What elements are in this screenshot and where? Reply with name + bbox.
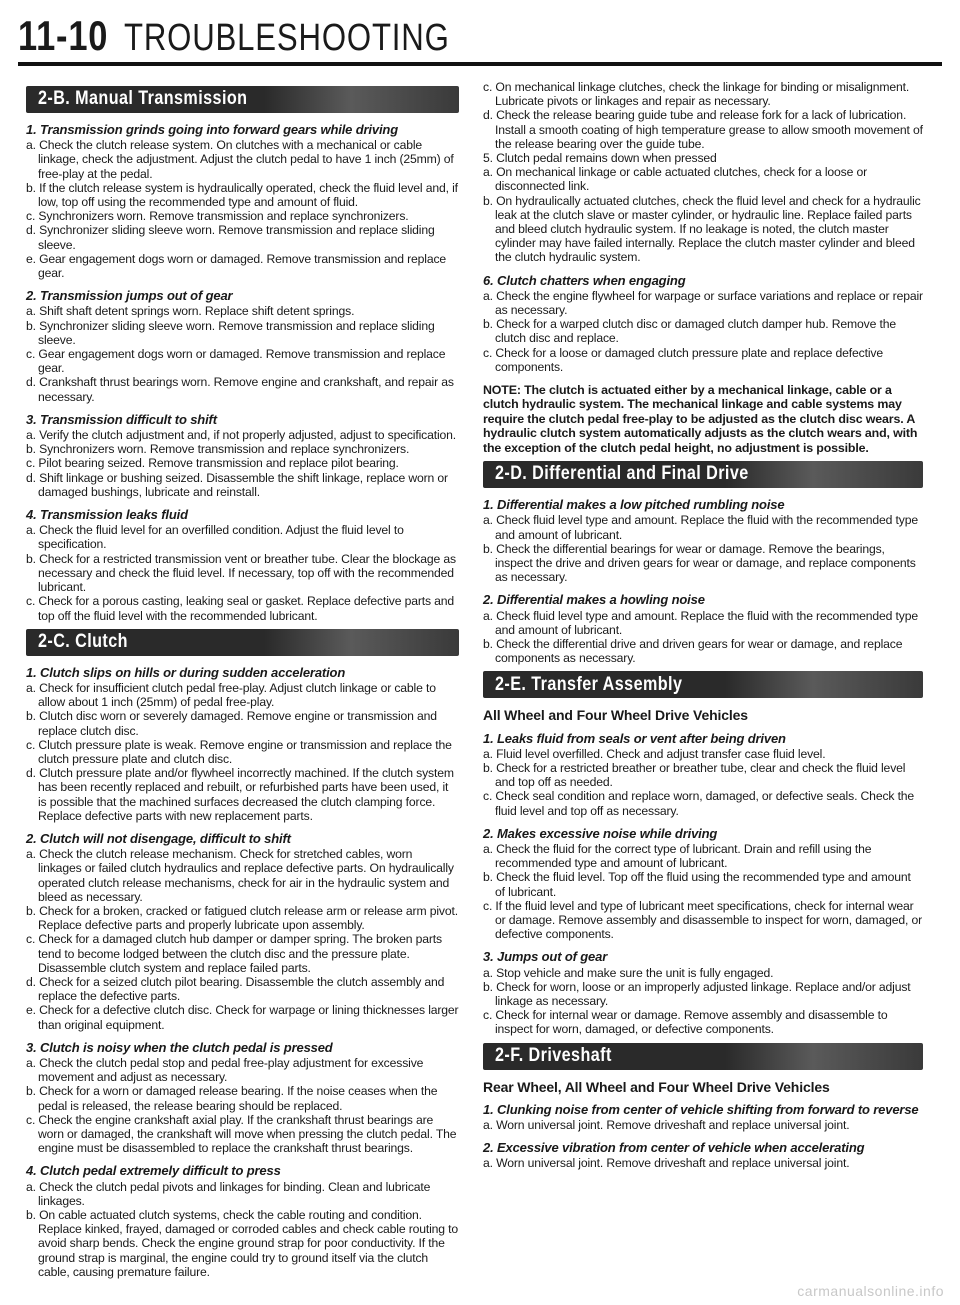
section-banner xyxy=(26,629,459,656)
procedure-step: a. Check the clutch release system. On clutches with a mechanical or cable linkage, check the adjustment. Adjust the clutch pedal to have 1 inch (25mm) of free-play at the pedal. xyxy=(26,138,454,181)
procedure-step: b. On cable actuated clutch systems, check the cable routing and condition. Replace kinked, frayed, damaged or corroded cables and check cable routing to avoid sharp bends. Check the engine ground strap for poor conductivity. If the ground strap is marginal, the engine could try to ground itself via the clutch cable, causing premature failure. xyxy=(26,1208,459,1279)
procedure-step: b. Synchronizers worn. Remove transmission and replace synchronizers. xyxy=(26,442,410,457)
watermark-logo: carmanualsonline.info xyxy=(797,1283,944,1299)
procedure-step: a. Check the clutch release mechanism. Check for stretched cables, worn linkages or failed clutch hydraulics and replace defective parts. On hydraulically operated clutch release mechanisms, check for air in the hydraulic system and bleed as necessary. xyxy=(26,847,454,904)
issue-heading: 2. Makes excessive noise while driving xyxy=(483,825,718,841)
procedure-step: d. Shift linkage or bushing seized. Disassemble the shift linkage, replace worn or damaged bushings, lubricate and reinstall. xyxy=(26,470,448,499)
procedure-step: a. Check the fluid for the correct type of lubricant. Drain and refill using the recommended type and amount of lubricant. xyxy=(483,841,872,871)
note-text: NOTE: The clutch is actuated either by a mechanical linkage, cable or a clutch hydraulic system. The mechanical linkage and cable systems may require the clutch pedal free-play to be adjusted as the clutch disc wears. A hydraulic clutch system automatically adjusts as the clutch wears and, with the exception of the clutch pedal height, no adjustment is possible. xyxy=(483,383,918,455)
procedure-step: b. Check for a warped clutch disc or damaged clutch damper hub. Remove the clutch disc and replace. xyxy=(483,317,896,346)
procedure-step: a. On mechanical linkage or cable actuated clutches, check for a loose or disconnected link. xyxy=(483,165,868,194)
procedure-step: e. Check for a defective clutch disc. Check for warpage or lining thicknesses larger than original equipment. xyxy=(26,1003,459,1032)
left-column xyxy=(26,80,459,1279)
procedure-step: b. Clutch disc worn or severely damaged. Remove engine or transmission and replace clutch disc. xyxy=(26,709,437,738)
section-banner-label: 2-D. Differential and Final Drive xyxy=(495,463,749,485)
procedure-step: b. Check the differential drive and driven gears for wear or damage, and replace components as necessary. xyxy=(483,636,903,666)
procedure-step: d. Synchronizer sliding sleeve worn. Remove transmission and replace sliding sleeve. xyxy=(26,223,435,252)
procedure-step: c. On mechanical linkage clutches, check the linkage for binding or misalignment. Lubricate pivots or linkages and repair as necessary. xyxy=(483,80,910,109)
procedure-step: a. Check the engine flywheel for warpage or surface variations and replace or repair as necessary. xyxy=(483,288,923,318)
procedure-step: a. Worn universal joint. Remove driveshaft and replace universal joint. xyxy=(483,1118,850,1132)
procedure-step: b. Check the differential bearings for wear or damage. Remove the bearings, inspect the drive and driven gears for wear or damage, and replace components as necessary. xyxy=(483,541,916,585)
issue-heading: 3. Clutch is noisy when the clutch pedal is pressed xyxy=(26,1039,333,1055)
page-header xyxy=(18,12,521,60)
section-title: TROUBLESHOOTING xyxy=(124,17,450,59)
procedure-step: a. Verify the clutch adjustment and, if not properly adjusted, adjust to specification. xyxy=(26,428,457,443)
procedure-step: c. Gear engagement dogs worn or damaged. Remove transmission and replace gear. xyxy=(26,347,446,376)
issue-heading: 2. Clutch will not disengage, difficult to shift xyxy=(26,830,291,846)
section-banner xyxy=(483,1043,923,1070)
procedure-step: d. Check for a seized clutch pilot bearing. Disassemble the clutch assembly and replace the defective parts. xyxy=(26,974,445,1004)
procedure-step: a. Check fluid level type and amount. Replace the fluid with the recommended type and amount of lubricant. xyxy=(483,513,918,542)
issue-heading: 1. Clunking noise from center of vehicle shifting from forward to reverse xyxy=(483,1101,919,1117)
issue-heading: 3. Transmission difficult to shift xyxy=(26,411,217,427)
procedure-step: c. Check for a loose or damaged clutch pressure plate and replace defective components. xyxy=(483,345,883,374)
procedure-step: d. Crankshaft thrust bearings worn. Remove engine and crankshaft, and repair as necessary. xyxy=(26,375,454,404)
procedure-step: c. Pilot bearing seized. Remove transmission and replace pilot bearing. xyxy=(26,456,399,471)
section-banner-label: 2-E. Transfer Assembly xyxy=(495,673,683,695)
issue-heading: 3. Jumps out of gear xyxy=(483,949,608,965)
procedure-step: c. Synchronizers worn. Remove transmission and replace synchronizers. xyxy=(26,209,409,224)
procedure-step: b. Check for a broken, cracked or fatigued clutch release arm or release arm pivot. Replace defective parts and properly lubricate upon assembly. xyxy=(26,903,458,933)
procedure-step: b. Check for worn, loose or an improperly adjusted linkage. Replace and/or adjust linkage as necessary. xyxy=(483,979,911,1008)
issue-heading: 1. Leaks fluid from seals or vent after being driven xyxy=(483,730,786,746)
procedure-step: a. Fluid level overfilled. Check and adjust transfer case fluid level. xyxy=(483,746,826,761)
section-banner-label: 2-C. Clutch xyxy=(38,631,128,653)
procedure-step: a. Check the fluid level for an overfilled condition. Adjust the fluid level to specification. xyxy=(26,523,404,552)
procedure-step: b. Synchronizer sliding sleeve worn. Remove transmission and replace sliding sleeve. xyxy=(26,318,435,347)
vehicle-subheading: All Wheel and Four Wheel Drive Vehicles xyxy=(483,707,748,724)
issue-heading: 1. Clutch slips on hills or during sudden acceleration xyxy=(26,664,346,680)
procedure-step: d. Check the release bearing guide tube and release fork for a lack of lubrication. Install a smooth coating of high temperature grease to allow smooth movement of the release bearing over the guide tube. xyxy=(483,108,923,151)
issue-heading: 2. Differential makes a howling noise xyxy=(483,592,705,608)
procedure-step: c. Check seal condition and replace worn, damaged, or defective seals. Check the fluid level and top off as necessary. xyxy=(483,789,915,818)
procedure-step: a. Worn universal joint. Remove driveshaft and replace universal joint. xyxy=(483,1156,850,1171)
issue-heading: 5. Clutch pedal remains down when pressed xyxy=(483,151,717,166)
procedure-step: a. Stop vehicle and make sure the unit is fully engaged. xyxy=(483,965,774,980)
vehicle-subheading: Rear Wheel, All Wheel and Four Wheel Drive Vehicles xyxy=(483,1078,830,1095)
procedure-step: a. Check the clutch pedal pivots and linkages for binding. Clean and lubricate linkages. xyxy=(26,1179,431,1208)
procedure-step: d. Clutch pressure plate and/or flywheel incorrectly machined. If the clutch system has been recently replaced and rebuilt, or refurbished parts have been used, it is possible that the machined surfaces decreased the clutch clamping force. Replace defective parts with new replacement parts. xyxy=(26,766,454,823)
procedure-step: b. On hydraulically actuated clutches, check the fluid level and check for a hydraulic leak at the clutch slave or master cylinder, or hydraulic line. Replace failed parts and bleed clutch hydraulic system. If no leakage is noted, the clutch master cylinder may have failed internally. Replace the clutch master cylinder and bleed the clutch hydraulic system. xyxy=(483,193,921,265)
procedure-step: b. Check for a restricted breather or breather tube, clear and check the fluid level and top off as needed. xyxy=(483,760,906,790)
issue-heading: 2. Excessive vibration from center of vehicle when accelerating xyxy=(483,1140,865,1156)
procedure-step: c. Clutch pressure plate is weak. Remove engine or transmission and replace the clutch pressure plate and clutch disc. xyxy=(26,737,452,766)
page-number: 11-10 xyxy=(18,12,109,59)
right-column xyxy=(483,80,923,1171)
section-banner xyxy=(483,461,923,488)
procedure-step: b. Check for a worn or damaged release bearing. If the noise ceases when the pedal is released, the release bearing should be replaced. xyxy=(26,1084,438,1113)
issue-heading: 1. Differential makes a low pitched rumbling noise xyxy=(483,497,785,513)
procedure-step: c. Check the engine crankshaft axial play. If the crankshaft thrust bearings are worn or damaged, the crankshaft will move when pressing the clutch pedal. The engine must be disassembled to replace the crankshaft thrust bearings. xyxy=(26,1112,457,1156)
procedure-step: a. Check fluid level type and amount. Replace the fluid with the recommended type and amount of lubricant. xyxy=(483,608,918,637)
procedure-step: b. Check the fluid level. Top off the fluid using the recommended type and amount of lubricant. xyxy=(483,870,911,899)
section-banner-label: 2-B. Manual Transmission xyxy=(38,88,248,110)
procedure-step: b. If the clutch release system is hydraulically operated, check the fluid level and, if low, top off using the recommended type and amount of fluid. xyxy=(26,180,458,210)
procedure-step: c. Check for a damaged clutch hub damper or damper spring. The broken parts tend to become lodged between the clutch disc and the pressure plate. Disassemble clutch system and replace failed parts. xyxy=(26,932,442,975)
procedure-step: b. Check for a restricted transmission vent or breather tube. Clear the blockage as necessary and check the fluid level. If necessary, top off with the recommended lubricant. xyxy=(26,551,456,595)
issue-heading: 2. Transmission jumps out of gear xyxy=(26,288,233,304)
procedure-step: a. Shift shaft detent springs worn. Replace shift detent springs. xyxy=(26,304,355,319)
issue-heading: 1. Transmission grinds going into forward gears while driving xyxy=(26,122,399,137)
header-rule xyxy=(18,62,942,66)
issue-heading: 4. Transmission leaks fluid xyxy=(26,507,188,523)
procedure-step: c. If the fluid level and type of lubricant meet specifications, check for internal wear or damage. Remove assembly and disassemble to inspect for worn, damaged, or defective components. xyxy=(483,898,923,942)
issue-heading: 6. Clutch chatters when engaging xyxy=(483,272,686,288)
procedure-step: a. Check for insufficient clutch pedal free-play. Adjust clutch linkage or cable to allow about 1 inch (25mm) of pedal free-play. xyxy=(26,680,436,710)
procedure-step: c. Check for internal wear or damage. Remove assembly and disassemble to inspect for worn, damaged, or defective components. xyxy=(483,1008,888,1037)
section-banner-label: 2-F. Driveshaft xyxy=(495,1044,612,1066)
procedure-step: e. Gear engagement dogs worn or damaged. Remove transmission and replace gear. xyxy=(26,251,447,281)
procedure-step: c. Check for a porous casting, leaking seal or gasket. Replace defective parts and top off the fluid level with the recommended lubricant. xyxy=(26,594,455,623)
issue-heading: 4. Clutch pedal extremely difficult to press xyxy=(26,1163,281,1179)
section-banner xyxy=(26,86,459,113)
section-banner xyxy=(483,671,923,698)
procedure-step: a. Check the clutch pedal stop and pedal free-play adjustment for excessive movement and adjust as necessary. xyxy=(26,1055,424,1085)
